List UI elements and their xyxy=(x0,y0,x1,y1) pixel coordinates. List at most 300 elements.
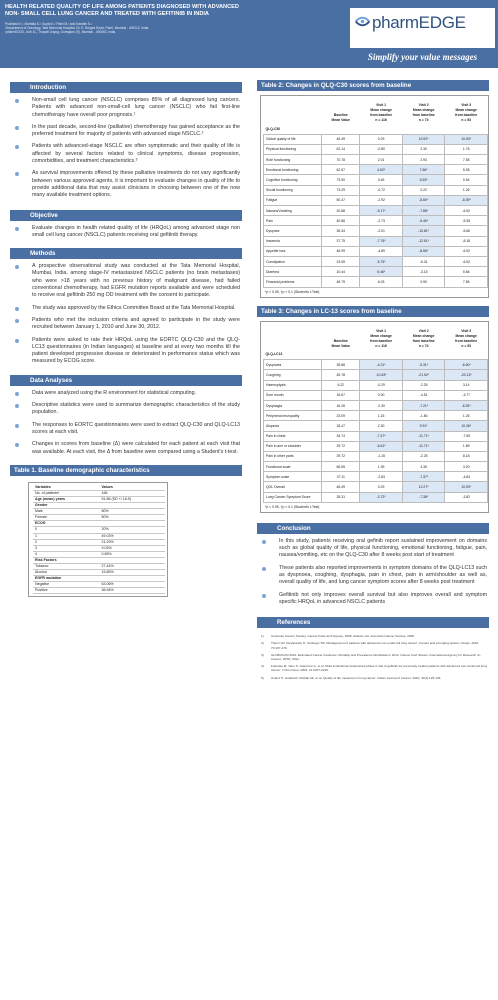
row-label: Nausea/Vomiting xyxy=(264,206,322,216)
reference-text: Anand H, Gulatia R, Pathak AK, et al. Quality of life measures in lung cancer. Indian Journal of Cancer. 2010; 47(2):125-133. xyxy=(271,675,442,680)
qlq-c30-table xyxy=(263,102,488,288)
table-row xyxy=(264,390,488,400)
column-header xyxy=(445,328,488,350)
reference-item xyxy=(261,641,487,649)
table2-heading: Table 2: Changes in QLQ-C30 scores from baseline xyxy=(257,80,489,91)
cell-value: -6.92 xyxy=(445,256,488,266)
objective-list xyxy=(10,221,242,249)
table3-footnote: *p < 0.05, †p < 0.1 (Student's t-Test) xyxy=(265,504,320,509)
poster-header xyxy=(0,0,498,68)
column-header-line: Visit 2 xyxy=(418,328,429,333)
cell-value: 48.79 xyxy=(322,277,360,287)
cell-value: 66.55 xyxy=(322,462,360,472)
cell-value: 73.90 xyxy=(322,175,360,185)
cell-value: -6.92 xyxy=(445,206,488,216)
row-label: Cognitive functioning xyxy=(264,175,322,185)
cell-value: 2.30 xyxy=(360,421,403,431)
column-header-line: n = 74 xyxy=(418,343,429,348)
authors-block xyxy=(5,22,350,34)
column-header-line: Mean change xyxy=(455,333,477,338)
cell-value: 46.99 xyxy=(322,246,360,256)
column-header-line: Mean Value xyxy=(331,343,350,348)
column-header-line: Visit 3 xyxy=(461,328,472,333)
cell-value: 1.26 xyxy=(445,411,488,421)
cell-value: 6.53* xyxy=(402,175,445,185)
pharmedge-logo xyxy=(350,8,495,48)
row-label: Physical functioning xyxy=(264,144,322,154)
data-analyses-heading: Data Analyses xyxy=(10,375,242,386)
row-label: Insomnia xyxy=(264,236,322,246)
group-label: QLQ-LC13 xyxy=(265,352,283,357)
logo-text: pharmEDGE xyxy=(372,13,466,32)
column-header xyxy=(360,102,403,124)
list-item: Evaluate changes in health related quality of life (HRQoL) among advanced stage non small cell lung cancer (NSCLC) patients receiving oral gefitinib therapy. xyxy=(14,225,240,240)
row-label: ECOG xyxy=(33,521,99,527)
cell-value: -20.13* xyxy=(445,370,488,380)
cell-value: -8.80* xyxy=(402,195,445,205)
references-heading: References xyxy=(257,617,489,628)
reference-text: Thienr LR, Deshpande H, Gettinger SN. Management of patients with advanced non-small cell lung cancer: Current and emerging options. Drugs. 2010; 70:167-179. xyxy=(271,641,480,650)
affiliation-2: ²pharmEDGE, Unit 1C, Tirupati Udyog, Goregaon (E), Mumbai - 400063, India. xyxy=(5,30,117,34)
cell-value: 10.44 xyxy=(322,267,360,277)
methods-heading: Methods xyxy=(10,248,242,259)
row-label: Tobacco xyxy=(33,564,99,570)
cell-value: -2.92 xyxy=(360,195,403,205)
row-label: 1 xyxy=(33,533,99,539)
cell-value: -6.60* xyxy=(445,360,488,370)
table-group-row xyxy=(264,350,488,360)
cell-value: -7.37* xyxy=(402,472,445,482)
row-label: Pain xyxy=(264,216,322,226)
reference-number: 5) xyxy=(261,675,264,680)
table-row xyxy=(264,226,488,236)
column-header-line: n = 116 xyxy=(375,118,387,122)
cell-value: -10.63* xyxy=(360,370,403,380)
cell-value: -1.15 xyxy=(360,451,403,461)
row-value: 166 xyxy=(99,490,165,496)
list-item: The responses to EORTC questionnaires were used to extract QLQ-C30 and QLQ-LC13 scores at each visit. xyxy=(14,422,240,437)
table3-box xyxy=(260,321,489,513)
table-row xyxy=(264,451,488,461)
data-analyses-list xyxy=(10,386,242,465)
row-label: Emotional functioning xyxy=(264,165,322,175)
cell-value: 40.86 xyxy=(322,216,360,226)
title-line-2: NON- SMALL CELL LUNG CANCER AND TREATED WITH GEFITINIB IN INDIA xyxy=(5,11,209,17)
column-header-line: from baseline xyxy=(412,113,435,117)
cell-value: 7.55 xyxy=(445,277,488,287)
cell-value: 70.78 xyxy=(322,155,360,165)
cell-value: 46.49 xyxy=(322,482,360,492)
column-header-line: Baseline xyxy=(333,338,348,343)
cell-value: -7.47* xyxy=(360,431,403,441)
cell-value: 0.00 xyxy=(360,390,403,400)
row-value: 21.29% xyxy=(99,539,165,545)
logo-mark-icon xyxy=(354,13,371,30)
cell-value: 37.75 xyxy=(322,236,360,246)
cell-value: 29.72 xyxy=(322,441,360,451)
column-header-line: from baseline xyxy=(412,338,435,343)
reference-number: 1) xyxy=(261,634,264,639)
list-item: Patients were asked to rate their HRQoL using the EORTC QLQ-C30 and the QLQ-LC13 questionnaires (in Indian languages) at baseline and at every two months till the patient developed progressive disease or deteriorated in performance status which was measured by ECOG score. xyxy=(14,337,240,366)
cell-value: -3.82 xyxy=(445,492,488,502)
table-row xyxy=(264,472,488,482)
table-row xyxy=(264,134,488,144)
column-header: Variables xyxy=(33,485,99,491)
cell-value: -3.72* xyxy=(360,492,403,502)
cell-value: -4.84 xyxy=(445,472,488,482)
row-label: Financial problems xyxy=(264,277,322,287)
column-header xyxy=(264,328,322,350)
table-row xyxy=(264,216,488,226)
list-item: Patients with advanced-stage NSCLC are often symptomatic and their quality of life is affected by several factors related to clinical symptoms, disease progression, comorbidities, and treatment characteristics.³ xyxy=(14,143,240,165)
table-header-row xyxy=(264,328,488,350)
table-row xyxy=(264,144,488,154)
cell-value: 6.22 xyxy=(322,380,360,390)
table-row xyxy=(264,175,488,185)
cell-value: 9.91* xyxy=(402,421,445,431)
table-row xyxy=(264,236,488,246)
row-label: Haemoptysis xyxy=(264,380,322,390)
cell-value: 50.47 xyxy=(322,195,360,205)
row-label: Social functioning xyxy=(264,185,322,195)
methods-list xyxy=(10,259,242,375)
cell-value: -12.61* xyxy=(402,236,445,246)
cell-value: 28.31 xyxy=(322,492,360,502)
column-header-line: n = 116 xyxy=(375,343,387,348)
cell-value: -6.61* xyxy=(360,441,403,451)
group-label: QLQ-C30 xyxy=(265,126,281,131)
cell-value: 4.62* xyxy=(360,165,403,175)
cell-value: -7.76* xyxy=(360,236,403,246)
row-label: Male xyxy=(33,509,99,515)
cell-value: 45.78 xyxy=(322,370,360,380)
table2-box xyxy=(260,95,489,298)
table-row xyxy=(264,165,488,175)
table-row xyxy=(264,256,488,266)
table-header-row xyxy=(264,102,488,124)
cell-value: 0.22 xyxy=(402,185,445,195)
row-label: Pain in arm or shoulder xyxy=(264,441,322,451)
cell-value: 37.11 xyxy=(322,472,360,482)
reference-item xyxy=(261,676,487,680)
row-label: Diarrhea xyxy=(264,267,322,277)
cell-value: 8.18 xyxy=(445,451,488,461)
cell-value: 0.29 xyxy=(360,482,403,492)
list-item: The study was approved by the Ethics Committee Board at the Tata Memorial Hospital. xyxy=(14,305,240,312)
cell-value: 0.94 xyxy=(445,175,488,185)
row-label: Symptom scale xyxy=(264,472,322,482)
table3-heading: Table 3: Changes in LC-13 scores from baseline xyxy=(257,306,489,317)
cell-value: -4.89 xyxy=(360,246,403,256)
list-item: Gefitinib not only improves overall survival but also improves overall and symptom specific HRQoL in advanced NSCLC patients xyxy=(261,592,487,607)
list-item: Changes in scores from baseline (Δ) were calculated for each patient at each visit that was available. At each visit, the Δ from baseline were compared using a Student's t-test. xyxy=(14,441,240,456)
table-row xyxy=(264,431,488,441)
row-value: 0.65% xyxy=(99,551,165,557)
reference-text: GLOBOCAN 2012: Estimated Cancer Incidence, Mortality and Prevalence Worldwide in 2012. Cancer Fact Sheets. International Agency for Research on Cancer; WHO; 2012. xyxy=(271,652,481,661)
conclusion-heading: Conclusion xyxy=(257,523,489,534)
row-label: Dyspnoea xyxy=(264,360,322,370)
cell-value: 46.49 xyxy=(322,134,360,144)
cell-value: -8.18 xyxy=(445,236,488,246)
right-column xyxy=(257,80,489,683)
row-label: Positive xyxy=(33,588,99,594)
cell-value: -5.35 xyxy=(445,216,488,226)
table-row xyxy=(264,441,488,451)
list-item: Non-small cell lung cancer (NSCLC) comprises 85% of all diagnosed lung cancers. Patients with advanced non-small-cell lung cancer (NSCLC) who fail first-line chemotherapy have overall poor prognosis.¹ xyxy=(14,97,240,119)
cell-value: 10.06* xyxy=(445,421,488,431)
row-value: 63.06% xyxy=(99,582,165,588)
column-header-line: Mean change xyxy=(412,108,435,112)
list-item: Data were analyzed using the R environment for statistical computing. xyxy=(14,390,240,397)
cell-value: -9.46* xyxy=(402,216,445,226)
row-label: Fatigue xyxy=(264,195,322,205)
table-row xyxy=(264,267,488,277)
cell-value: -2.73 xyxy=(360,216,403,226)
column-header-line: n = 53 xyxy=(461,118,472,122)
row-label: Constipation xyxy=(264,256,322,266)
list-item: These patients also reported improvements in symptom domains of the QLQ-LC13 such as dyspnoea, coughing, dysphagia, pain in chest, pain in arm/shoulder as well as, overall quality of life, and lung cancer symptom scores after 8 weeks post treatment xyxy=(261,565,487,587)
row-value: 50% xyxy=(99,509,165,515)
column-header-line: Mean change xyxy=(455,108,477,112)
row-label: No. of patients* xyxy=(33,490,99,496)
cell-value: -7.88* xyxy=(402,206,445,216)
introduction-heading: Introduction xyxy=(10,82,242,93)
row-label: Dyspnea xyxy=(264,226,322,236)
cell-value: 4.35 xyxy=(402,462,445,472)
poster-title xyxy=(5,4,350,18)
row-label: Sore mouth xyxy=(264,390,322,400)
column-header-line: n = 53 xyxy=(461,343,472,348)
row-label: Alcohol xyxy=(33,570,99,576)
column-header xyxy=(360,328,403,350)
row-label: Alopecia xyxy=(264,421,322,431)
row-value: 20% xyxy=(99,527,165,533)
cell-value: -3.77 xyxy=(445,390,488,400)
cell-value: 16.67 xyxy=(322,390,360,400)
cell-value: -7.55 xyxy=(445,431,488,441)
table-row xyxy=(264,482,488,492)
column-header-line: Visit 1 xyxy=(376,103,387,107)
row-label: QOL Overall xyxy=(264,482,322,492)
cell-value: 1.26 xyxy=(445,185,488,195)
reference-number: 3) xyxy=(261,652,264,657)
cell-value: 29.72 xyxy=(322,451,360,461)
cell-value: 20.88 xyxy=(322,206,360,216)
cell-value: 18.47 xyxy=(322,421,360,431)
cell-value: 10.53* xyxy=(445,482,488,492)
cell-value: -8.56* xyxy=(402,246,445,256)
cell-value: 3.20 xyxy=(445,462,488,472)
row-label: Appetite loss xyxy=(264,246,322,256)
tagline: Simplify your value messages xyxy=(367,52,478,62)
cell-value: -1.80 xyxy=(402,411,445,421)
table-row xyxy=(264,380,488,390)
authors: Prabhash K.¹ Marfatia S.² Gupta K.² Patel M.² and Kamble S.² xyxy=(5,22,92,26)
cell-value: 1.89 xyxy=(445,441,488,451)
row-value: 15.85% xyxy=(99,570,165,576)
column-header-line: from baseline xyxy=(370,338,393,343)
row-label: Age (mean) years xyxy=(33,496,99,502)
cell-value: 2.93 xyxy=(402,155,445,165)
demographics-table xyxy=(33,485,165,595)
cell-value: 16.26 xyxy=(322,400,360,410)
table-row xyxy=(264,492,488,502)
row-label: Dysphagia xyxy=(264,400,322,410)
cell-value: -3.15 xyxy=(402,267,445,277)
row-label: Role functioning xyxy=(264,155,322,165)
table-row xyxy=(264,360,488,370)
table-group-row xyxy=(264,124,488,134)
column-header: Values xyxy=(99,485,165,491)
table-row xyxy=(264,370,488,380)
cell-value: 12.27* xyxy=(402,482,445,492)
cell-value: 34.74 xyxy=(322,431,360,441)
row-label: EGFR mutation xyxy=(33,576,99,582)
row-label: Global quality of life xyxy=(264,134,322,144)
column-header xyxy=(402,328,445,350)
cell-value: -8.39* xyxy=(445,195,488,205)
list-item: In this study, patients receiving oral gefinib report sustained improvement on domains such as global quality of life, physical functioning, emotional functioning, fatigue, pain, nausea/vomiting, etc on the QLQ-C30 after 8 weeks post start of treatment xyxy=(261,538,487,560)
row-value: 27.44% xyxy=(99,564,165,570)
cell-value: 2.01 xyxy=(360,155,403,165)
row-label: Peripheral neuropathy xyxy=(264,411,322,421)
table-row xyxy=(264,155,488,165)
cell-value: -4.51 xyxy=(402,390,445,400)
row-value: 9.03% xyxy=(99,545,165,551)
reference-item xyxy=(261,653,487,661)
table-row xyxy=(264,462,488,472)
cell-value: -11.71* xyxy=(402,441,445,451)
row-value: 49.03% xyxy=(99,533,165,539)
cell-value: -5.66 xyxy=(445,226,488,236)
cell-value: 1.15 xyxy=(360,411,403,421)
cell-value: 5.66 xyxy=(445,267,488,277)
objective-heading: Objective xyxy=(10,210,242,221)
table-row xyxy=(264,185,488,195)
column-header-line: from baseline xyxy=(455,338,478,343)
cell-value: 7.55 xyxy=(445,155,488,165)
row-label: Female xyxy=(33,515,99,521)
column-header xyxy=(445,102,488,124)
table1-box xyxy=(28,482,168,598)
cell-value: -2.83 xyxy=(360,472,403,482)
column-header-line: Mean change xyxy=(412,333,435,338)
row-label: Pain in chest xyxy=(264,431,322,441)
introduction-list xyxy=(10,93,242,209)
row-label: 4 xyxy=(33,551,99,557)
cell-value: 1.39 xyxy=(360,462,403,472)
row-label: Gender xyxy=(33,503,99,509)
column-header-line: from baseline xyxy=(370,113,393,117)
column-header-line: n = 74 xyxy=(418,118,429,122)
column-header xyxy=(264,102,322,124)
cell-value: 23.09 xyxy=(322,411,360,421)
cell-value: 7.66* xyxy=(402,165,445,175)
column-header-line: Visit 3 xyxy=(461,103,472,107)
lc13-table xyxy=(263,328,488,503)
row-label: 3 xyxy=(33,545,99,551)
cell-value: -2.25 xyxy=(402,451,445,461)
table-row xyxy=(264,421,488,431)
table-row xyxy=(264,411,488,421)
list-item: As survival improvements offered by these palliative treatments do not vary significantly between various approved agents, it is important to evaluate changes in quality of life to provide additional data that may assist clinicians in choosing between one of the now many available treatment options. xyxy=(14,170,240,199)
row-label: Pain in other parts xyxy=(264,451,322,461)
references-list xyxy=(257,628,489,680)
column-header-line: from baseline xyxy=(455,113,478,117)
row-label: Risk Factors xyxy=(33,557,99,563)
reference-text: American Cancer Society. Cancer Facts and Figures, 2006. Atlanta, GA: American Cancer Society; 2006. xyxy=(271,634,415,639)
row-label: Lung Cancer Symptom Score xyxy=(264,492,322,502)
cell-value: 2.30 xyxy=(402,144,445,154)
column-header xyxy=(322,328,360,350)
list-item: A prospective observational study was conducted at the Tata Memorial Hospital, Mumbai, India, among stage-IV metastasized NSCLC patients (no brain metastases) who were >18 years with no previous history of malignant disease, had failed conventional chemotherapy, had EGFR mutation reports available and were scheduled to receive oral gefitinib 250 mg OD treatment with the consent to participate. xyxy=(14,263,240,299)
affiliation-1: ¹Department of Oncology, Tata Memorial Hospital, Dr. E. Borges Road, Parel, Mumbai - 400012, India. xyxy=(5,26,150,30)
column-header-line: Baseline xyxy=(333,113,348,117)
column-header-line: Mean change xyxy=(370,108,392,112)
cell-value: -0.29 xyxy=(360,380,403,390)
cell-value: 5.08 xyxy=(445,165,488,175)
cell-value: 73.29 xyxy=(322,185,360,195)
table1-heading: Table 1. Baseline demographic characteristics xyxy=(10,465,242,476)
row-label: Negative xyxy=(33,582,99,588)
cell-value: 3.45 xyxy=(360,175,403,185)
row-value: 51.86 (SD +/ 18.9) xyxy=(99,496,165,502)
row-value: 36.94% xyxy=(99,588,165,594)
list-item: Patients who met the inclusion criteria and agreed to participate in the study were recruited between January 1, 2010 and June 30, 2012. xyxy=(14,317,240,332)
reference-number: 4) xyxy=(261,664,264,669)
cell-value: -0.72 xyxy=(360,185,403,195)
cell-value: -6.92* xyxy=(445,400,488,410)
cell-value: -9.31* xyxy=(402,360,445,370)
reference-text: Fukuoka M, Yano S, Giaccone G, et al. Multi-institutional randomized phase II trial of gefitinib for previously treated patients with advanced non-small-cell lung cancer. J Clin Oncol. 2003; 21:2237-2246. xyxy=(271,664,487,673)
cell-value: 35.34 xyxy=(322,226,360,236)
cell-value: 0.90 xyxy=(402,277,445,287)
cell-value: 6.03 xyxy=(360,277,403,287)
column-header-line: Visit 2 xyxy=(418,103,429,107)
cell-value: 0.29 xyxy=(360,134,403,144)
column-header-line: Visit 1 xyxy=(376,328,387,333)
column-header xyxy=(402,102,445,124)
cell-value: 5.46* xyxy=(360,267,403,277)
cell-value: -11.71* xyxy=(402,431,445,441)
reference-item xyxy=(261,664,487,672)
table-row xyxy=(264,400,488,410)
cell-value: -2.01 xyxy=(360,226,403,236)
cell-value: -5.75* xyxy=(360,256,403,266)
list-item: Descriptive statistics were used to summarize demographic characteristics of the study population. xyxy=(14,402,240,417)
title-line-1: HEALTH RELATED QUALITY OF LIFE AMONG PATIENTS DIAGNOSED WITH ADVANCED xyxy=(5,4,239,10)
table-row xyxy=(264,277,488,287)
table-row xyxy=(264,206,488,216)
table-row xyxy=(33,588,165,594)
cell-value: 62.14 xyxy=(322,144,360,154)
cell-value: 3.14 xyxy=(445,380,488,390)
row-label: Functional scale xyxy=(264,462,322,472)
reference-number: 2) xyxy=(261,641,264,646)
cell-value: -2.25 xyxy=(402,380,445,390)
list-item: In the past decade, second-line (palliative) chemotherapy has gained acceptance as the preferred treatment for majority of patients with advanced stage NSCLC.² xyxy=(14,124,240,139)
left-column xyxy=(10,82,242,597)
cell-value: 10.53* xyxy=(445,134,488,144)
cell-value: -2.30 xyxy=(360,400,403,410)
row-label: Coughing xyxy=(264,370,322,380)
cell-value: -5.17* xyxy=(360,206,403,216)
conclusion-list xyxy=(257,534,489,615)
cell-value: -7.38* xyxy=(402,492,445,502)
table2-footnote: *p < 0.05, †p < 0.1 (Student's t-Test) xyxy=(265,289,320,294)
cell-value: -0.80 xyxy=(360,144,403,154)
row-label: 2 xyxy=(33,539,99,545)
